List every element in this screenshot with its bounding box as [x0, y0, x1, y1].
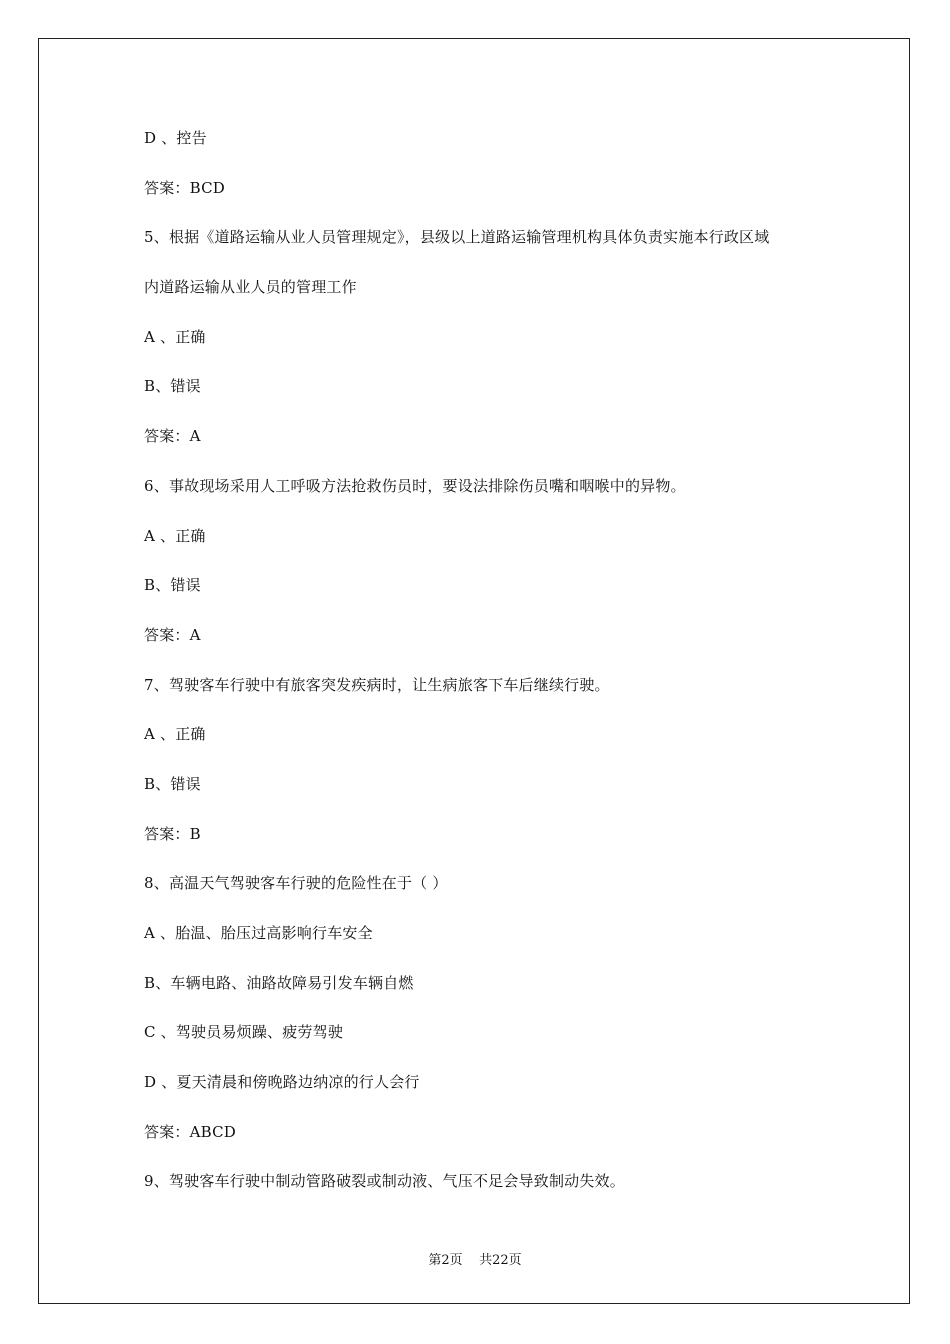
option-b: B、错误 — [144, 576, 201, 595]
page-footer — [0, 1249, 950, 1268]
answer: 答案：B — [144, 824, 201, 843]
option-a: A 、胎温、胎压过高影响行车安全 — [144, 924, 373, 942]
answer: 答案：BCD — [144, 178, 226, 197]
question-5-continued: 内道路运输从业人员的管理工作 — [144, 278, 357, 297]
option-d: D 、夏天清晨和傍晚路边纳凉的行人会行 — [144, 1073, 420, 1092]
answer: 答案：ABCD — [144, 1122, 237, 1141]
option-a: A 、正确 — [144, 327, 206, 346]
option-b: B、错误 — [144, 377, 201, 396]
option-d: D 、控告 — [144, 129, 207, 147]
option-b: B、错误 — [144, 774, 201, 793]
question-7: 7、驾驶客车行驶中有旅客突发疾病时，让生病旅客下车后继续行驶。 — [144, 675, 610, 694]
answer: 答案：A — [144, 427, 201, 446]
page-number: 第2页 — [428, 1253, 463, 1268]
option-c: C 、驾驶员易烦躁、疲劳驾驶 — [144, 1023, 344, 1042]
option-b: B、车辆电路、油路故障易引发车辆自燃 — [144, 973, 414, 992]
option-a: A 、正确 — [144, 526, 206, 545]
question-8: 8、高温天气驾驶客车行驶的危险性在于（ ） — [144, 874, 448, 893]
question-6: 6、事故现场采用人工呼吸方法抢救伤员时，要设法排除伤员嘴和咽喉中的异物。 — [144, 476, 686, 495]
answer: 答案：A — [144, 625, 201, 644]
question-9: 9、驾驶客车行驶中制动管路破裂或制动液、气压不足会导致制动失效。 — [144, 1172, 625, 1191]
document-body — [144, 128, 844, 1221]
page-total: 共22页 — [479, 1253, 522, 1268]
question-5: 5、根据《道路运输从业人员管理规定》，县级以上道路运输管理机构具体负责实施本行政区域 — [144, 228, 770, 247]
option-a: A 、正确 — [144, 725, 206, 744]
